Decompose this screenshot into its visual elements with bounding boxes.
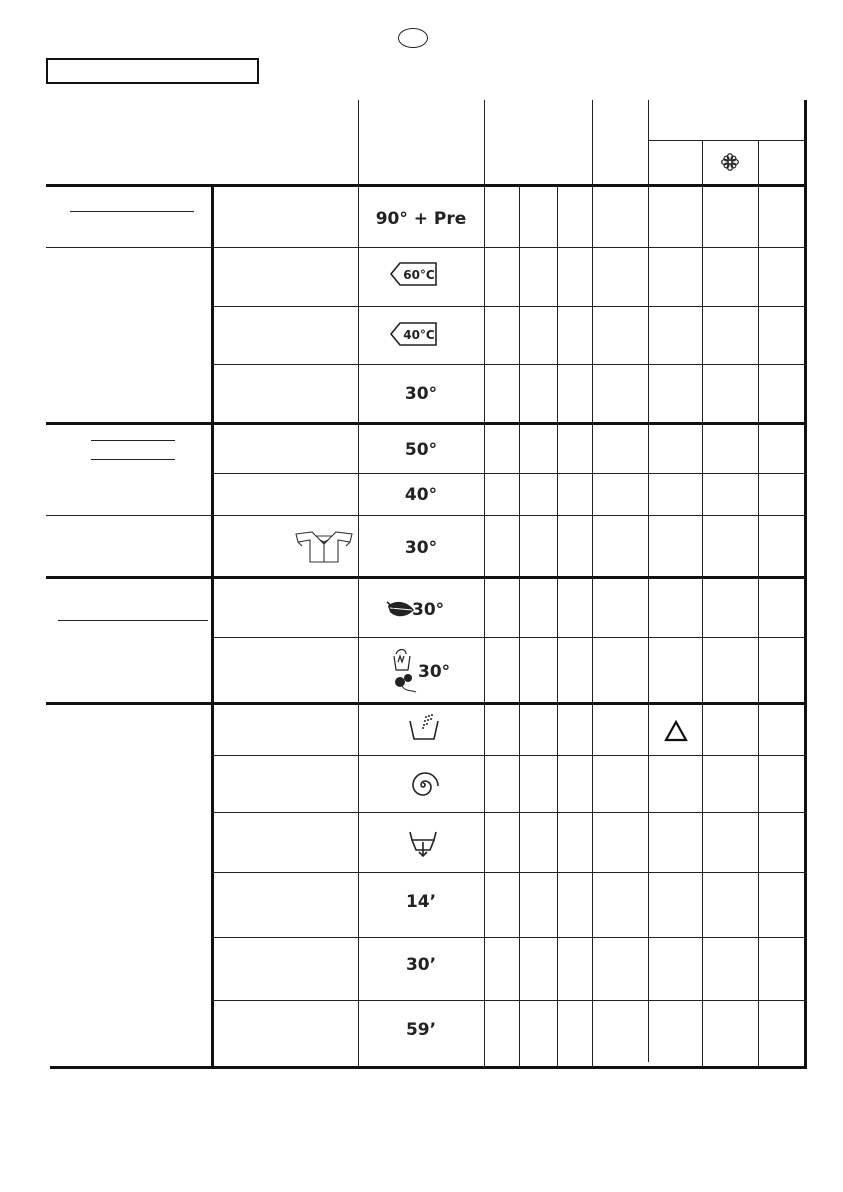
grid-line [557,186,558,1068]
row-separator [46,247,807,248]
language-badge [398,28,428,48]
row-separator [211,755,807,756]
grid-line [358,100,359,1068]
row-separator [211,306,807,307]
grid-border-right [804,100,807,1068]
group-label-underline [70,211,194,212]
triangle-icon [664,720,688,742]
temperature-r2: 60°C [403,268,435,282]
row-separator [211,364,807,365]
grid-line [484,100,485,1068]
drain-icon [408,828,438,860]
spin-icon [408,770,438,800]
grid-line [519,186,520,1068]
temperature-r1: 90° + Pre [375,209,467,229]
handwash-wool-icon [388,646,418,694]
grid-line [592,100,593,1068]
temperature-r15: 59’ [405,1020,437,1040]
row-separator [211,937,807,938]
rinse-icon [408,713,440,741]
grid-line [648,100,649,1062]
group-separator [46,702,807,705]
group-label-underline [58,620,208,621]
temperature-tag-60 [390,261,438,287]
row-separator [211,637,807,638]
temperature-r3: 40°C [403,328,435,342]
group-label-underline [91,459,175,460]
temperature-r14: 30’ [405,955,437,975]
temperature-r6: 40° [404,485,438,505]
row-separator [211,812,807,813]
group-separator [46,422,807,425]
temperature-r8: 30° [412,600,445,620]
flower-icon [720,152,740,172]
temperature-r7: 30° [404,538,438,558]
grid-line [648,140,806,141]
row-separator [211,473,807,474]
temperature-tag-40 [390,321,438,347]
temperature-r9: 30° [418,662,451,682]
shirt-icon [294,530,354,564]
row-separator [211,1000,807,1001]
temperature-r5: 50° [404,440,438,460]
grid-line-thick [211,186,214,1066]
grid-line [702,140,703,1068]
group-separator [46,184,807,187]
group-label-underline [91,440,175,441]
temperature-r13: 14’ [405,892,437,912]
temperature-r4: 30° [404,384,438,404]
title-box [46,58,259,84]
row-separator [211,872,807,873]
grid-line [758,140,759,1068]
group-separator [46,576,807,579]
row-separator [46,515,807,516]
grid-border-bottom [50,1066,807,1069]
